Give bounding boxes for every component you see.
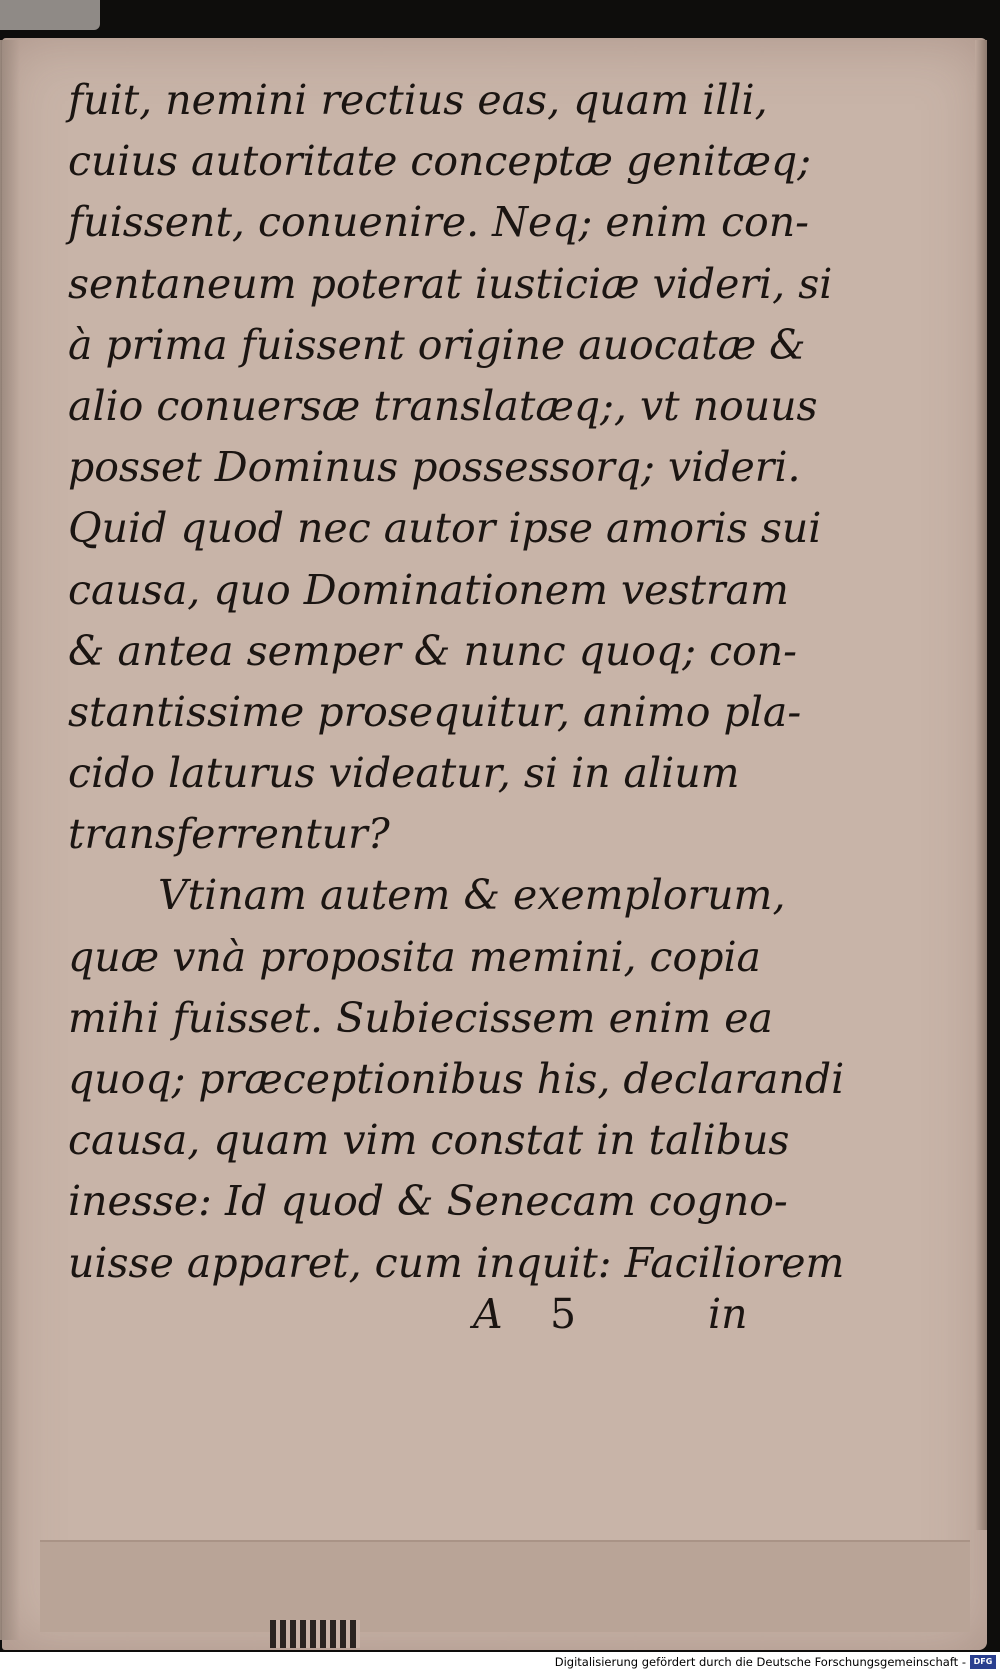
catchword: in (708, 1290, 748, 1338)
page-bottom-edge (40, 1540, 970, 1632)
page-fore-edge (975, 40, 987, 1530)
text-line: mihi fuisset. Subiecissem enim ea (68, 993, 773, 1042)
page-number: 5 (550, 1290, 577, 1338)
digitization-credit: Digitalisierung gefördert durch die Deutsche Forschungsgemeinschaft - (554, 1655, 966, 1669)
signature-mark: A (473, 1290, 503, 1338)
text-line: inesse: Id quod & Senecam cogno- (68, 1177, 788, 1226)
page-text-block (68, 70, 845, 1294)
page-gutter-shadow (0, 40, 20, 1640)
text-line: fuissent, conuenire. Neq; enim con- (68, 198, 809, 247)
page-foot-line (68, 1290, 748, 1350)
text-line: & antea semper & nunc quoq; con- (68, 626, 797, 675)
text-line: transferrentur? (68, 810, 390, 859)
text-line: quæ vnà proposita memini, copia (68, 932, 761, 981)
text-line: posset Dominus possessorq; videri. (68, 443, 801, 492)
text-line: stantissime prosequitur, animo pla- (68, 687, 802, 736)
text-line: cuius autoritate conceptæ genitæq; (68, 137, 812, 186)
text-line: Quid quod nec autor ipse amoris sui (68, 504, 822, 553)
text-line: cido laturus videatur, si in alium (68, 749, 740, 798)
text-line: uisse apparet, cum inquit: Faciliorem (68, 1238, 845, 1287)
text-line: quoq; præceptionibus his, declarandi (68, 1055, 845, 1103)
text-line-paragraph-start: Vtinam autem & exemplorum, (158, 871, 786, 920)
text-line: sentaneum poterat iusticiæ videri, si (68, 259, 833, 308)
text-line: causa, quam vim constat in talibus (68, 1116, 790, 1165)
binding-marks (270, 1620, 360, 1648)
text-line: à prima fuissent origine auocatæ & (68, 320, 806, 369)
text-line: alio conuersæ translatæq;, vt nouus (68, 381, 818, 430)
dfg-logo-icon: DFG (970, 1655, 996, 1669)
text-line: fuit, nemini rectius eas, quam illi, (68, 76, 768, 124)
scan-top-strip (0, 0, 100, 30)
text-line: causa, quo Dominationem vestram (68, 565, 789, 614)
